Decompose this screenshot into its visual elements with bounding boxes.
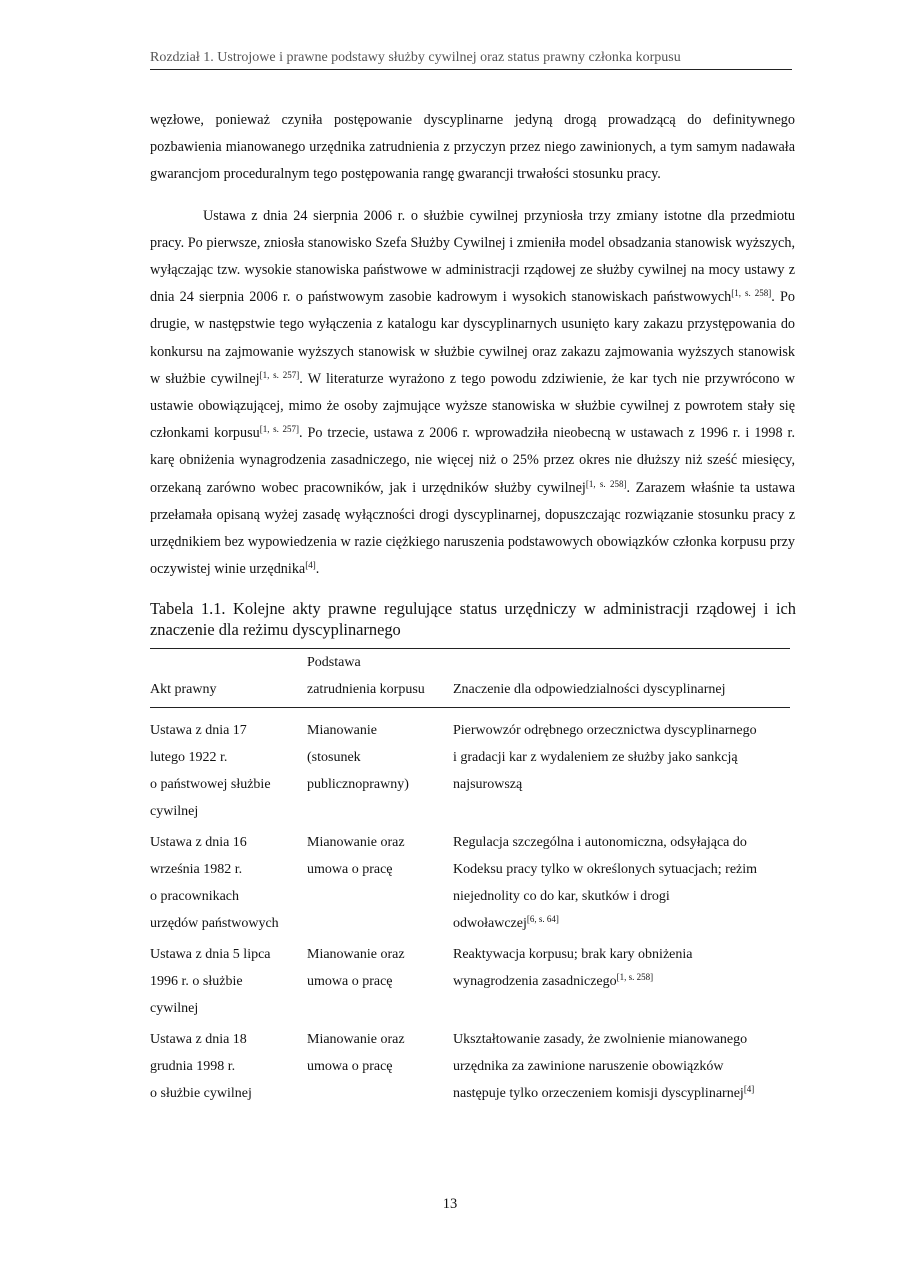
table-header-row — [150, 649, 790, 708]
basis-cell-line: (stosunek — [307, 750, 361, 765]
basis-cell — [307, 937, 453, 1022]
act-cell — [150, 1022, 307, 1107]
table-row — [150, 1022, 790, 1107]
meaning-cell-line: najsurowszą — [453, 777, 523, 792]
page-number: 13 — [442, 1196, 458, 1212]
act-cell-line: lutego 1922 r. — [150, 750, 228, 765]
paragraph-2-text: . W literaturze wyrażono z tego powodu zdziwienie, że kar tych nie przywrócono w ustawie obowiązującej, mimo że osoby zajmujące wyższe stanowiska w służbie cywilnej z powrotem stały się członkami korpusu — [150, 370, 795, 442]
meaning-cell-line: i gradacji kar z wydaleniem ze służby jako sankcją — [453, 750, 738, 765]
basis-cell — [307, 825, 453, 937]
act-cell-line: cywilnej — [150, 1001, 199, 1016]
citation-ref: [1, s. 257] — [259, 424, 299, 435]
paragraph-1: węzłowe, ponieważ czyniła postępowanie dyscyplinarne jedyną drogą prowadzącą do definitywnego pozbawienia mianowanego urzędnika zatrudnienia z przyczyn przez niego zawinionych, a tym samym nadawała gwarancjom proceduralnym tego postępowania rangę gwarancji trwałości stosunku pracy. — [150, 112, 795, 183]
act-cell-line: września 1982 r. — [150, 862, 243, 877]
header-basis-line: Podstawa — [307, 655, 361, 670]
meaning-cell-line: Ukształtowanie zasady, że zwolnienie mianowanego — [453, 1032, 748, 1047]
meaning-cell-line: Reaktywacja korpusu; brak kary obniżenia — [453, 947, 693, 962]
meaning-cell — [453, 937, 790, 1022]
meaning-cell — [453, 825, 790, 937]
table-body — [150, 708, 790, 1108]
basis-cell-line: Mianowanie — [307, 723, 377, 738]
body-text — [150, 107, 795, 583]
basis-cell-line: publicznoprawny) — [307, 777, 409, 792]
header-act: Akt prawny — [150, 682, 217, 697]
table — [150, 648, 790, 1107]
basis-cell — [307, 1022, 453, 1107]
paragraph-2-text: . Po drugie, w następstwie tego wyłączenia z katalogu kar dyscyplinarnych usunięto kary zakazu przystępowania do konkursu na zajmowanie wyższych stanowisk w służbie cywilnej oraz zakazu zajmowania wyższych stanowisk w służbie cywilnej — [150, 289, 796, 387]
table-row — [150, 708, 790, 826]
act-cell — [150, 825, 307, 937]
meaning-cell-line: następuje tylko orzeczeniem komisji dyscyplinarnej — [453, 1086, 744, 1101]
basis-cell-line: Mianowanie oraz — [307, 947, 405, 962]
paragraph-2-text: Ustawa z dnia 24 sierpnia 2006 r. o służbie cywilnej przyniosła trzy zmiany istotne dla przedmiotu pracy. Po pierwsze, zniosła stanowisko Szefa Służby Cywilnej i zmieniła model obsadzania stanowisk wyższych, wyłączając tzw. wysokie stanowiska państwowe w administracji rządowej ze służby cywilnej na mocy ustawy z dnia 24 sierpnia 2006 r. o państwowym zasobie kadrowym i wysokich stanowiskach państwowych — [150, 207, 795, 306]
legal-acts-table — [150, 648, 790, 1107]
citation-ref: [1, s. 258] — [731, 288, 772, 299]
meaning-cell — [453, 708, 790, 826]
header-basis-line: zatrudnienia korpusu — [307, 682, 425, 697]
meaning-cell-line: wynagrodzenia zasadniczego — [453, 974, 617, 989]
paragraph-2-text: . Zarazem właśnie ta ustawa przełamała opisaną wyżej zasadę wyłączności drogi dyscyplinarnej, dopuszczając rozwiązanie stosunku pracy z urzędnikiem bez wypowiedzenia w razie ciężkiego naruszenia podstawowych obowiązków członka korpusu przy oczywistej winie urzędnika — [150, 479, 796, 578]
act-cell-line: o państwowej służbie — [150, 777, 271, 792]
act-cell-line: Ustawa z dnia 17 — [150, 723, 247, 738]
citation-ref: [1, s. 258] — [585, 478, 627, 489]
table-head — [150, 649, 790, 708]
paragraph-2-text: . Po trzecie, ustawa z 2006 r. wprowadziła nieobecną w ustawach z 1996 r. i 1998 r. karę obniżenia wynagrodzenia zasadniczego, nie więcej niż o 25% przez okres nie dłuższy niż sześć miesięcy, orzekaną zarówno wobec pracowników, jak i urzędników służby cywilnej — [150, 425, 795, 496]
basis-cell-line: umowa o pracę — [307, 862, 393, 877]
act-cell-line: Ustawa z dnia 18 — [150, 1032, 247, 1047]
act-cell-line: grudnia 1998 r. — [150, 1059, 236, 1074]
meaning-cell-line: Kodeksu pracy tylko w określonych sytuacjach; reżim — [453, 862, 758, 877]
act-cell-line: o pracownikach — [150, 889, 240, 904]
act-cell — [150, 708, 307, 826]
basis-cell-line: umowa o pracę — [307, 974, 393, 989]
table-row — [150, 825, 790, 937]
act-cell-line: o służbie cywilnej — [150, 1086, 252, 1101]
citation-ref: [4] — [305, 560, 316, 571]
meaning-cell-line: Regulacja szczególna i autonomiczna, odsyłająca do — [453, 835, 747, 850]
basis-cell-line: Mianowanie oraz — [307, 1032, 405, 1047]
act-cell-line: Ustawa z dnia 16 — [150, 835, 247, 850]
act-cell — [150, 937, 307, 1022]
citation-ref: [6, s. 64] — [526, 914, 559, 924]
meaning-cell-line: niejednolity co do kar, skutków i drogi — [453, 889, 670, 904]
citation-ref: [4] — [743, 1084, 755, 1094]
act-cell-line: 1996 r. o służbie — [150, 974, 243, 989]
act-cell-line: Ustawa z dnia 5 lipca — [150, 947, 271, 962]
basis-cell-line: umowa o pracę — [307, 1059, 393, 1074]
basis-cell — [307, 708, 453, 826]
paragraph-2-text: . — [315, 561, 320, 578]
citation-ref: [1, s. 257] — [259, 369, 300, 380]
table-caption: Tabela 1.1. Kolejne akty prawne regulujące status urzędniczy w administracji rządowej i ich znaczenie dla reżimu dyscyplinarnego — [150, 599, 796, 639]
table-row — [150, 937, 790, 1022]
meaning-cell — [453, 1022, 790, 1107]
header-basis — [307, 649, 453, 708]
meaning-cell-line: Pierwowzór odrębnego orzecznictwa dyscyplinarnego — [453, 723, 757, 738]
citation-ref: [1, s. 258] — [616, 972, 654, 982]
header-meaning: Znaczenie dla odpowiedzialności dyscyplinarnej — [453, 682, 726, 697]
act-cell-line: cywilnej — [150, 804, 199, 819]
meaning-cell-line: odwoławczej — [453, 916, 527, 931]
basis-cell-line: Mianowanie oraz — [307, 835, 405, 850]
act-cell-line: urzędów państwowych — [150, 916, 279, 931]
meaning-cell-line: urzędnika za zawinione naruszenie obowiązków — [453, 1059, 724, 1074]
running-header: Rozdział 1. Ustrojowe i prawne podstawy służby cywilnej oraz status prawny członka korpusu — [150, 50, 792, 70]
paragraph-2 — [150, 203, 795, 584]
